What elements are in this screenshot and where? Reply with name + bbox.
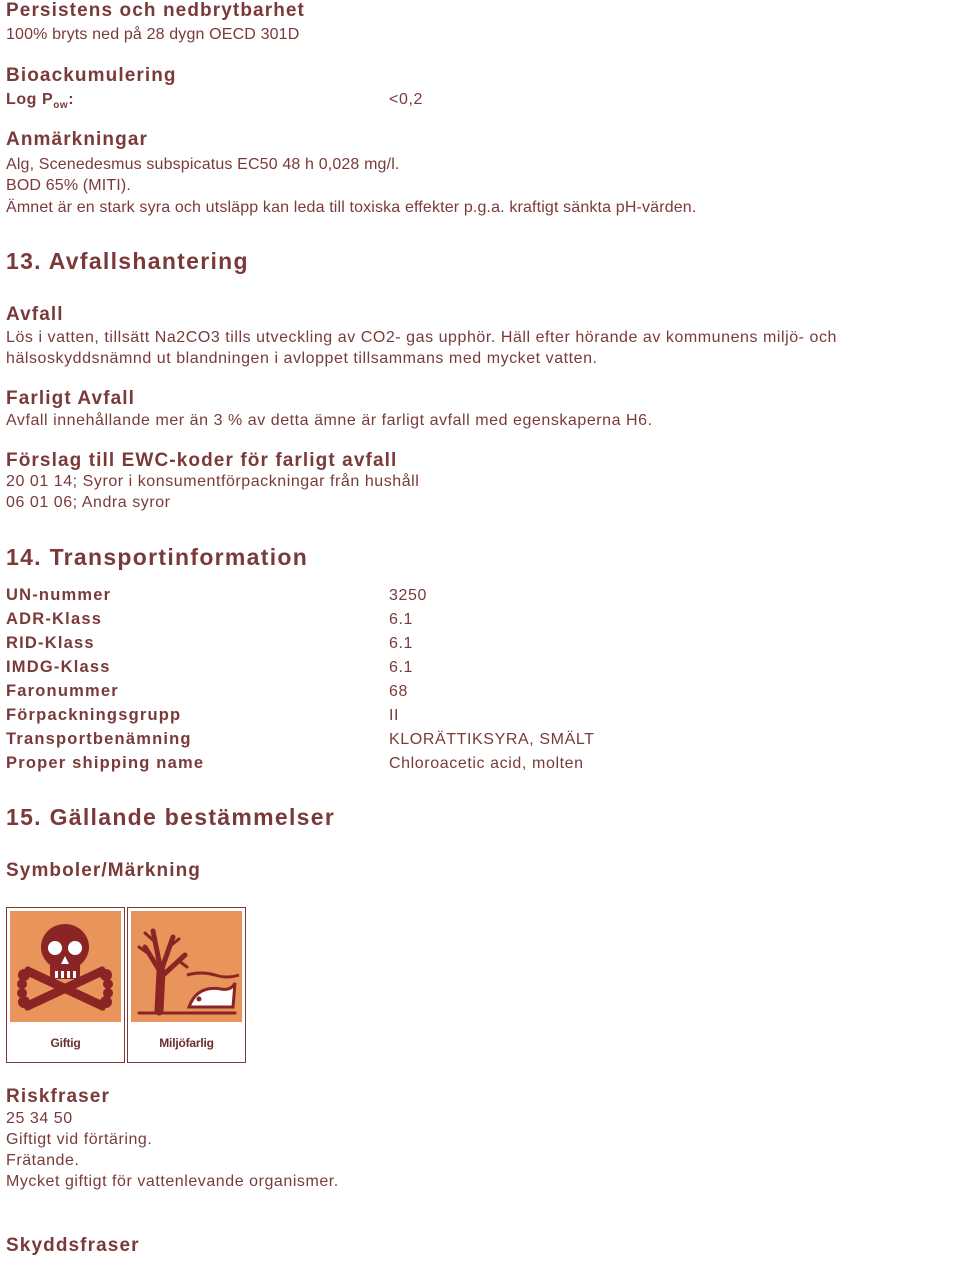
- transport-label-un: UN-nummer: [6, 586, 112, 604]
- skull-crossbones-icon: [10, 911, 121, 1022]
- transport-label-name-en: Proper shipping name: [6, 754, 205, 772]
- section-13-title: 13. Avfallshantering: [6, 248, 249, 274]
- persistence-heading: Persistens och nedbrytbarhet: [6, 0, 305, 21]
- remarks-line: Ämnet är en stark syra och utsläpp kan leda till toxiska effekter p.g.a. kraftigt sänkta pH-värden.: [6, 199, 697, 216]
- skyddsfraser-heading: Skyddsfraser: [6, 1235, 140, 1256]
- transport-label-name-sv: Transportbenämning: [6, 730, 192, 748]
- transport-label-adr: ADR-Klass: [6, 610, 103, 628]
- transport-label-packgroup: Förpackningsgrupp: [6, 706, 182, 724]
- environment-caption: Miljöfarlig: [159, 1036, 214, 1050]
- transport-value-imdg: 6.1: [389, 659, 414, 676]
- toxic-pictogram: [6, 907, 125, 1063]
- persistence-text: 100% bryts ned på 28 dygn OECD 301D: [6, 26, 300, 43]
- avfall-heading: Avfall: [6, 304, 64, 325]
- remarks-line: BOD 65% (MITI).: [6, 177, 131, 194]
- farligt-avfall-text: Avfall innehållande mer än 3 % av detta ämne är farligt avfall med egenskaperna H6.: [6, 412, 653, 429]
- section-14-title: 14. Transportinformation: [6, 544, 309, 570]
- transport-value-name-sv: KLORÄTTIKSYRA, SMÄLT: [389, 731, 595, 748]
- transport-value-rid: 6.1: [389, 635, 414, 652]
- remarks-line: Alg, Scenedesmus subspicatus EC50 48 h 0,028 mg/l.: [6, 156, 400, 173]
- bioaccumulation-heading: Bioackumulering: [6, 65, 177, 86]
- log-pow-value: <0,2: [389, 91, 423, 108]
- ewc-code: 06 01 06; Andra syror: [6, 494, 171, 511]
- toxic-caption: Giftig: [50, 1036, 81, 1050]
- transport-label-rid: RID-Klass: [6, 634, 95, 652]
- symbols-heading: Symboler/Märkning: [6, 860, 202, 881]
- transport-label-imdg: IMDG-Klass: [6, 658, 111, 676]
- transport-value-adr: 6.1: [389, 611, 414, 628]
- transport-value-packgroup: II: [389, 707, 400, 724]
- transport-value-name-en: Chloroacetic acid, molten: [389, 755, 584, 772]
- ewc-code: 20 01 14; Syror i konsumentförpackningar från hushåll: [6, 473, 420, 490]
- environment-pictogram: [127, 907, 246, 1063]
- ewc-heading: Förslag till EWC-koder för farligt avfall: [6, 450, 398, 471]
- riskfraser-heading: Riskfraser: [6, 1086, 110, 1107]
- riskfraser-line: 25 34 50: [6, 1110, 73, 1127]
- farligt-avfall-heading: Farligt Avfall: [6, 388, 136, 409]
- avfall-line: Lös i vatten, tillsätt Na2CO3 tills utveckling av CO2- gas upphör. Häll efter hörande av kommunens miljö- och: [6, 329, 837, 346]
- avfall-line: hälsoskyddsnämnd ut blandningen i avloppet tillsammans med mycket vatten.: [6, 350, 598, 367]
- transport-value-un: 3250: [389, 587, 427, 604]
- transport-value-faronummer: 68: [389, 683, 408, 700]
- dead-tree-fish-icon: [131, 911, 242, 1022]
- riskfraser-line: Giftigt vid förtäring.: [6, 1131, 153, 1148]
- transport-label-faronummer: Faronummer: [6, 682, 119, 700]
- riskfraser-line: Frätande.: [6, 1152, 80, 1169]
- section-15-title: 15. Gällande bestämmelser: [6, 804, 336, 830]
- remarks-heading: Anmärkningar: [6, 129, 149, 150]
- riskfraser-line: Mycket giftigt för vattenlevande organismer.: [6, 1173, 339, 1190]
- log-pow-label: Log $P_{ow}$:: [6, 91, 75, 112]
